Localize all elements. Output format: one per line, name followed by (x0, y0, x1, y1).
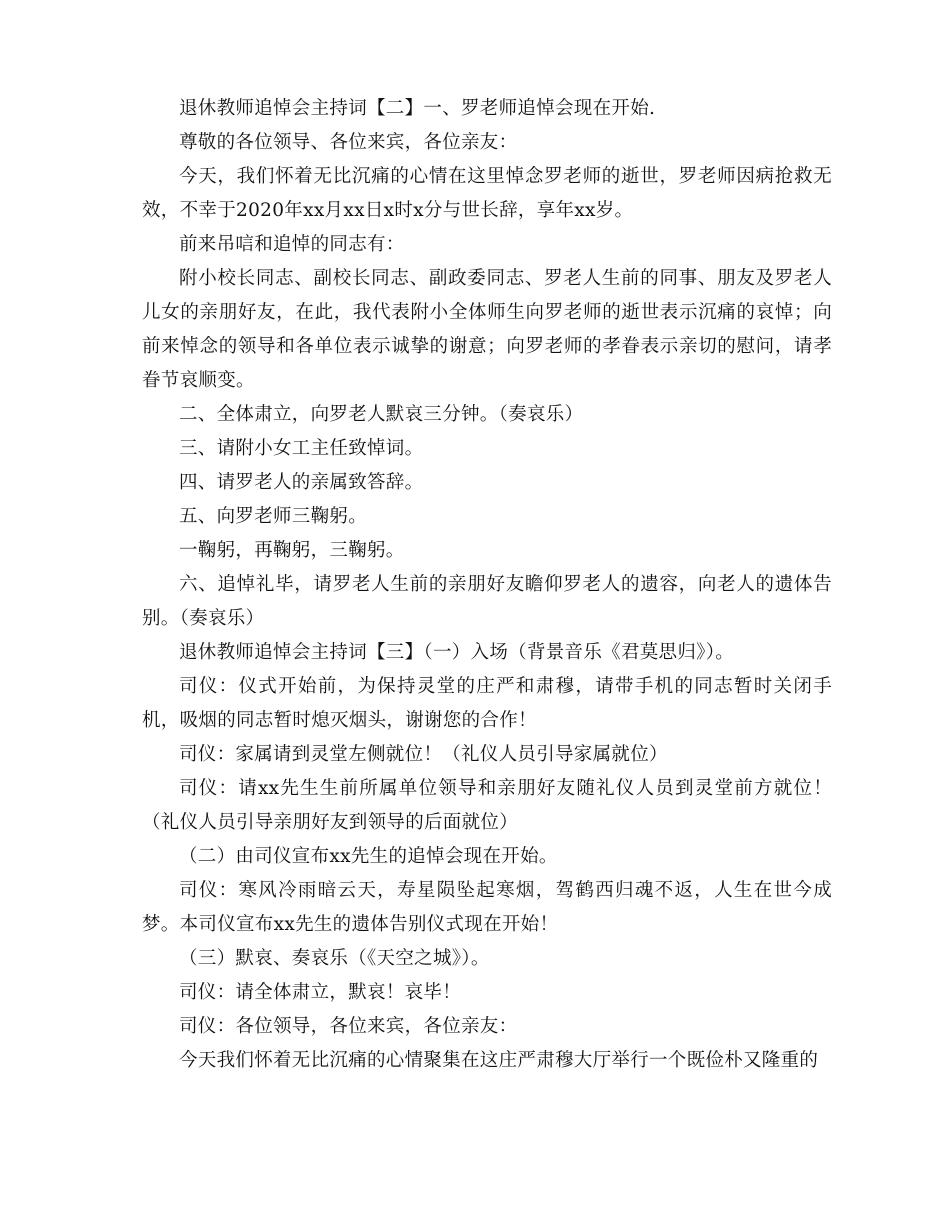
document-body (142, 92, 832, 1078)
paragraph: （二）由司仪宣布xx先生的追悼会现在开始。 (179, 846, 558, 867)
paragraph: 退休教师追悼会主持词【二】一、罗老师追悼会现在开始. (179, 98, 656, 119)
paragraph: 退休教师追悼会主持词【三】（一）入场（背景音乐《君莫思归》）。 (179, 642, 735, 663)
paragraph: 司仪：请xx先生生前所属单位领导和亲朋好友随礼仪人员到灵堂前方就位！（礼仪人员引导亲朋好友到领导的后面就位） (142, 778, 832, 833)
paragraph: 六、追悼礼毕，请罗老人生前的亲朋好友瞻仰罗老人的遗容，向老人的遗体告别。（奏哀乐） (142, 574, 832, 629)
paragraph: （三）默哀、奏哀乐（《天空之城》）。 (179, 948, 490, 969)
paragraph: 一鞠躬，再鞠躬，三鞠躬。 (179, 540, 405, 561)
paragraph: 尊敬的各位领导、各位来宾，各位亲友： (179, 132, 518, 153)
paragraph: 司仪：请全体肃立，默哀！哀毕！ (179, 982, 462, 1003)
paragraph: 司仪：仪式开始前，为保持灵堂的庄严和肃穆，请带手机的同志暂时关闭手机，吸烟的同志暂时熄灭烟头，谢谢您的合作！ (142, 676, 832, 731)
paragraph: 司仪：家属请到灵堂左侧就位！（礼仪人员引导家属就位） (179, 744, 668, 765)
paragraph: 司仪：寒风冷雨暗云天，寿星陨坠起寒烟，驾鹤西归魂不返，人生在世今成梦。本司仪宣布xx先生的遗体告别仪式现在开始！ (142, 880, 832, 935)
paragraph: 四、请罗老人的亲属致答辞。 (179, 472, 424, 493)
paragraph: 五、向罗老师三鞠躬。 (179, 506, 368, 527)
paragraph: 附小校长同志、副校长同志、副政委同志、罗老人生前的同事、朋友及罗老人儿女的亲朋好友，在此，我代表附小全体师生向罗老师的逝世表示沉痛的哀悼；向前来悼念的领导和各单位表示诚挚的谢意；向罗老师的孝眷表示亲切的慰问，请孝眷节哀顺变。 (142, 268, 832, 391)
paragraph: 二、全体肃立，向罗老人默哀三分钟。（奏哀乐） (179, 404, 584, 425)
paragraph: 今天我们怀着无比沉痛的心情聚集在这庄严肃穆大厅举行一个既俭朴又隆重的 (179, 1050, 819, 1071)
paragraph: 司仪：各位领导，各位来宾，各位亲友： (179, 1016, 518, 1037)
paragraph: 三、请附小女工主任致悼词。 (179, 438, 424, 459)
paragraph: 前来吊唁和追悼的同志有： (179, 234, 405, 255)
paragraph: 今天，我们怀着无比沉痛的心情在这里悼念罗老师的逝世，罗老师因病抢救无效，不幸于2020年xx月xx日x时x分与世长辞，享年xx岁。 (142, 166, 832, 221)
